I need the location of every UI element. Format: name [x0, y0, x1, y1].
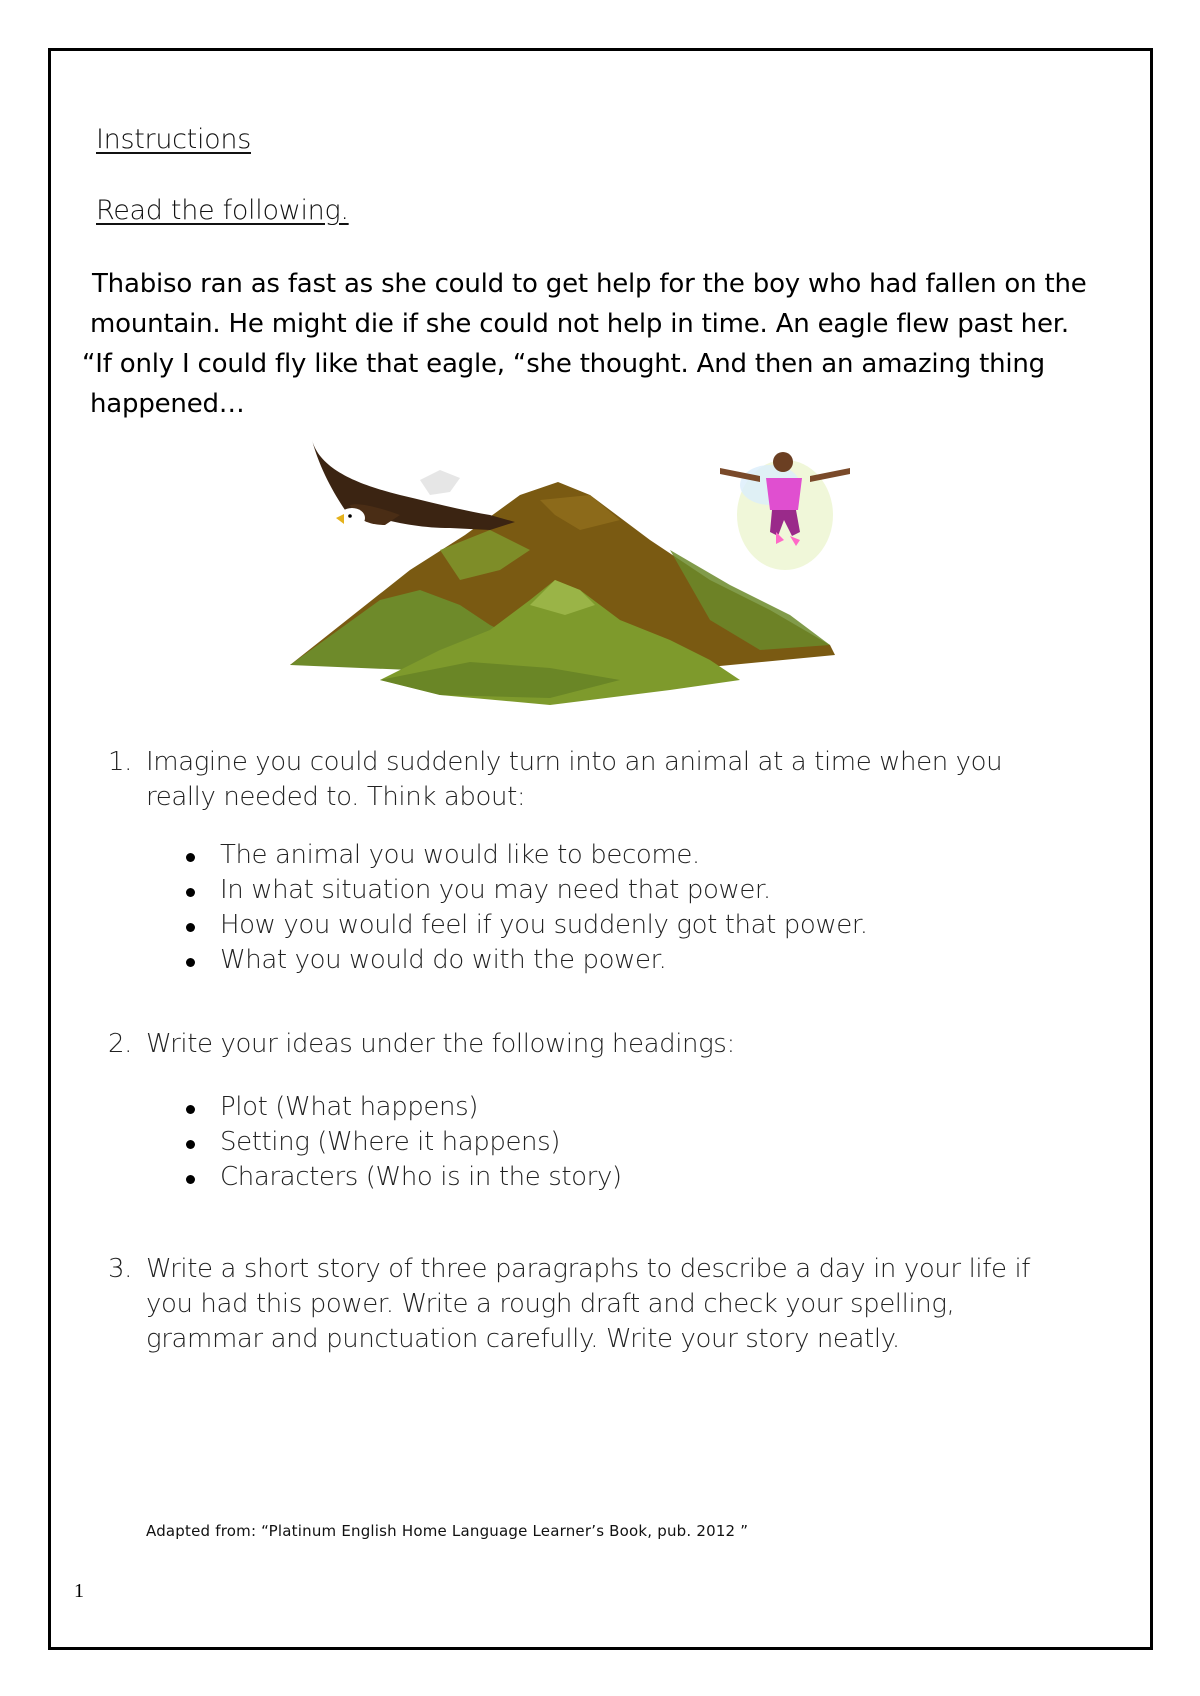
- bullet-icon: [186, 1105, 195, 1114]
- bullet-icon: [186, 923, 195, 932]
- story-line: “If only I could fly like that eagle, “she thought. And then an amazing thing: [82, 349, 1045, 379]
- task-number: 3.: [108, 1254, 133, 1284]
- source-citation: Adapted from: “Platinum English Home Language Learner’s Book, pub. 2012 ”: [146, 1522, 749, 1540]
- task-1-bullets: [186, 838, 868, 978]
- bullet-icon: [186, 1175, 195, 1184]
- story-line: Thabiso ran as fast as she could to get help for the boy who had fallen on the: [92, 269, 1087, 299]
- read-the-following-heading: Read the following.: [96, 195, 349, 226]
- bullet-icon: [186, 958, 195, 967]
- story-paragraph: [82, 264, 1152, 424]
- task-2: [108, 1027, 1108, 1062]
- list-item: What you would do with the power.: [186, 943, 868, 978]
- page-number: 1: [74, 1580, 84, 1602]
- bullet-icon: [186, 888, 195, 897]
- bullet-icon: [186, 1140, 195, 1149]
- bullet-icon: [186, 853, 195, 862]
- flying-girl-icon: [720, 452, 850, 570]
- task-text-line: grammar and punctuation carefully. Write your story neatly.: [146, 1324, 900, 1354]
- task-1: [108, 745, 1108, 815]
- story-illustration: [290, 440, 910, 740]
- task-number: 1.: [108, 747, 133, 777]
- task-text-line: Write your ideas under the following headings:: [146, 1029, 735, 1059]
- instructions-heading: Instructions: [96, 124, 251, 155]
- list-item: Plot (What happens): [186, 1090, 622, 1125]
- task-text-line: really needed to. Think about:: [146, 782, 526, 812]
- story-line: mountain. He might die if she could not help in time. An eagle flew past her.: [90, 309, 1069, 339]
- task-2-bullets: [186, 1090, 622, 1195]
- list-item: How you would feel if you suddenly got that power.: [186, 908, 868, 943]
- list-item: In what situation you may need that power.: [186, 873, 868, 908]
- story-line: happened…: [90, 389, 245, 419]
- task-3: [108, 1252, 1108, 1357]
- list-item: Characters (Who is in the story): [186, 1160, 622, 1195]
- task-text-line: Write a short story of three paragraphs to describe a day in your life if: [146, 1254, 1031, 1284]
- eagle-icon: [312, 440, 515, 530]
- task-text-line: you had this power. Write a rough draft and check your spelling,: [146, 1289, 955, 1319]
- task-text-line: Imagine you could suddenly turn into an animal at a time when you: [146, 747, 1003, 777]
- list-item: The animal you would like to become.: [186, 838, 868, 873]
- list-item: Setting (Where it happens): [186, 1125, 622, 1160]
- task-number: 2.: [108, 1029, 133, 1059]
